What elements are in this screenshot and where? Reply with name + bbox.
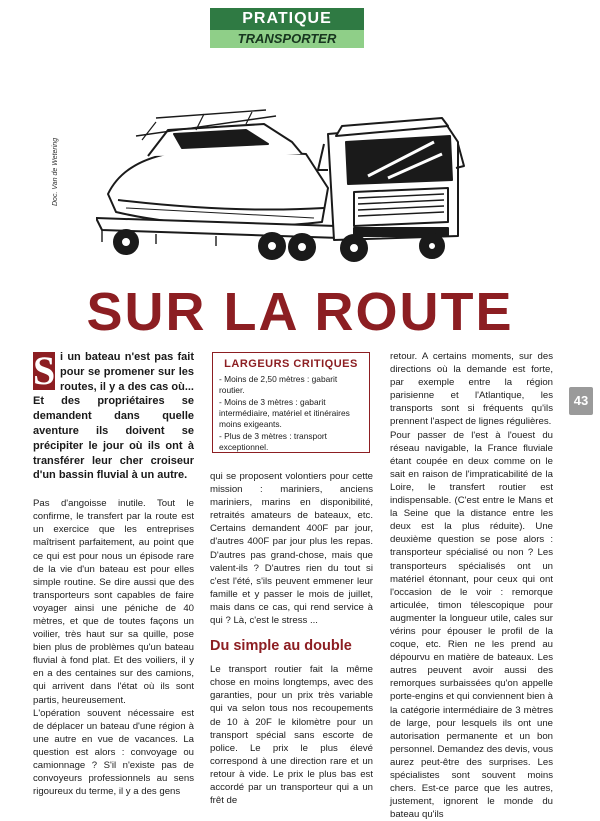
sidebar-title: LARGEURS CRITIQUES	[224, 358, 358, 370]
body-paragraph: Pour passer de l'est à l'ouest du réseau navigable, la France fluviale étant coupée en deux comme on le sait en raison de l'impraticabilité de la Loire, le transfert routier est indispensable. (C'est entre le Mans et la Seine que la distance entre les deux est la plus réduite). Une deuxième question se pose alors : transporteur spécialisé ou non ? Les transporteurs spécialisés ont un matériel étonnant, pour ceux qui ont l'occasion de le voir : remorque articulée, timon télescopique pour augmenter la longueur utile, cales sur vérins pour épouser le profil de la coque, etc. Rien ne les prend au dépourvu en matière de bateaux. Les autres peuvent avoir aussi des remorques surbaissées qu'on appelle porte-engins et qui conviennent bien à la catégorie intermédiaire de 3 mètres de large, pour lesquels ils ont une autorisation permanente et un bon personnel. Demandez des devis, vous aurez peut-être des surprises. Les spécialistes sont souvent moins chers. Est-ce parce que les autres, justement, ignorent le monde du bateau qu'ils	[390, 429, 553, 821]
body-paragraph: Pas d'angoisse inutile. Tout le confirme, le transfert par la route est un exercice que les entreprises maîtrisent parfaitement, au point que ce qui est pour nous un épisode rare de la vie d'un bateau est pour elles simple routine. Se dire aussi que des transporteurs sont capables de faire voyager ainsi une péniche de 40 mètres, et que de toutes façons un voilier, très haut sur sa quille, pose bien plus de problèmes qu'un bateau fluvial à fond plat. Et des voiliers, il y en a des centaines sur des camions, qui arrivent dans l'état où ils sont partis, heureusement.	[33, 498, 194, 706]
page-number: 43	[569, 387, 593, 415]
subsection-label: TRANSPORTER	[210, 30, 364, 48]
sidebar-item: - Moins de 3 mètres : gabarit intermédiaire, matériel et itinéraires moins exigeants.	[219, 397, 350, 429]
column-3	[390, 350, 553, 821]
sidebar-box	[212, 352, 370, 453]
body-paragraph: retour. A certains moments, sur des directions où la demande est forte, par exemple entre la région parisienne et l'Atlantique, les transports sont si fréquents qu'ils prennent l'aspect de lignes régulières.	[390, 351, 553, 428]
body-paragraph: qui se proposent volontiers pour cette mission : mariniers, anciens mariniers, marins en disponibilité, retraités amateurs de bateaux, etc. Certains demandent 400F par jour, d'autres 400F par jour plus les repas. D'autres pas grand-chose, mais que valent-ils ? D'autres rien du tout si c'est l'été, s'ils peuvent emmener leur famille et y passer le mois de juillet, mais dans ce cas, qui rend service à qui ? Là, c'est le stress ...	[210, 471, 373, 627]
sidebar-item: - Moins de 2,50 mètres : gabarit routier.	[219, 374, 338, 395]
lead-paragraph: i un bateau n'est pas fait pour se promener sur les routes, il y a des cas où... Et des propriétaires se demandent dans quelle aventure ils doivent se précipiter le jour où ils ont à transférer leur cher croiseur d'un bassin fluvial à un autre.	[33, 351, 194, 482]
subheading: Du simple au double	[210, 638, 352, 655]
column-2	[210, 470, 373, 807]
headline: SUR LA ROUTE	[86, 282, 514, 342]
body-paragraph: Le transport routier fait la même chose en moins longtemps, avec des garanties, pour un prix très variable qui va selon tous nos recoupements de 10 à 20F le kilomètre pour un transport spécial sans escorte de police. Le prix le plus élevé correspond à une direction rare et un retour à vide. Le prix le plus bas est accordé par un transporteur qui a un frêt de	[210, 664, 373, 807]
drop-cap: S	[33, 348, 56, 393]
column-1	[33, 350, 194, 798]
truck-boat-illustration	[96, 96, 468, 268]
section-label: PRATIQUE	[210, 8, 364, 30]
body-paragraph: L'opération souvent nécessaire est de déplacer un bateau d'une région à une autre en vue de vacances. La question est alors : convoyage ou camionnage ? S'il n'existe pas de convoyeurs professionnels au sens rigoureux du terme, il y a des gens	[33, 707, 194, 798]
sidebar-item: - Plus de 3 mètres : transport exceptionnel.	[219, 431, 327, 452]
section-banner	[210, 8, 364, 48]
photo-credit: Doc. Van de Wetering	[52, 137, 59, 206]
